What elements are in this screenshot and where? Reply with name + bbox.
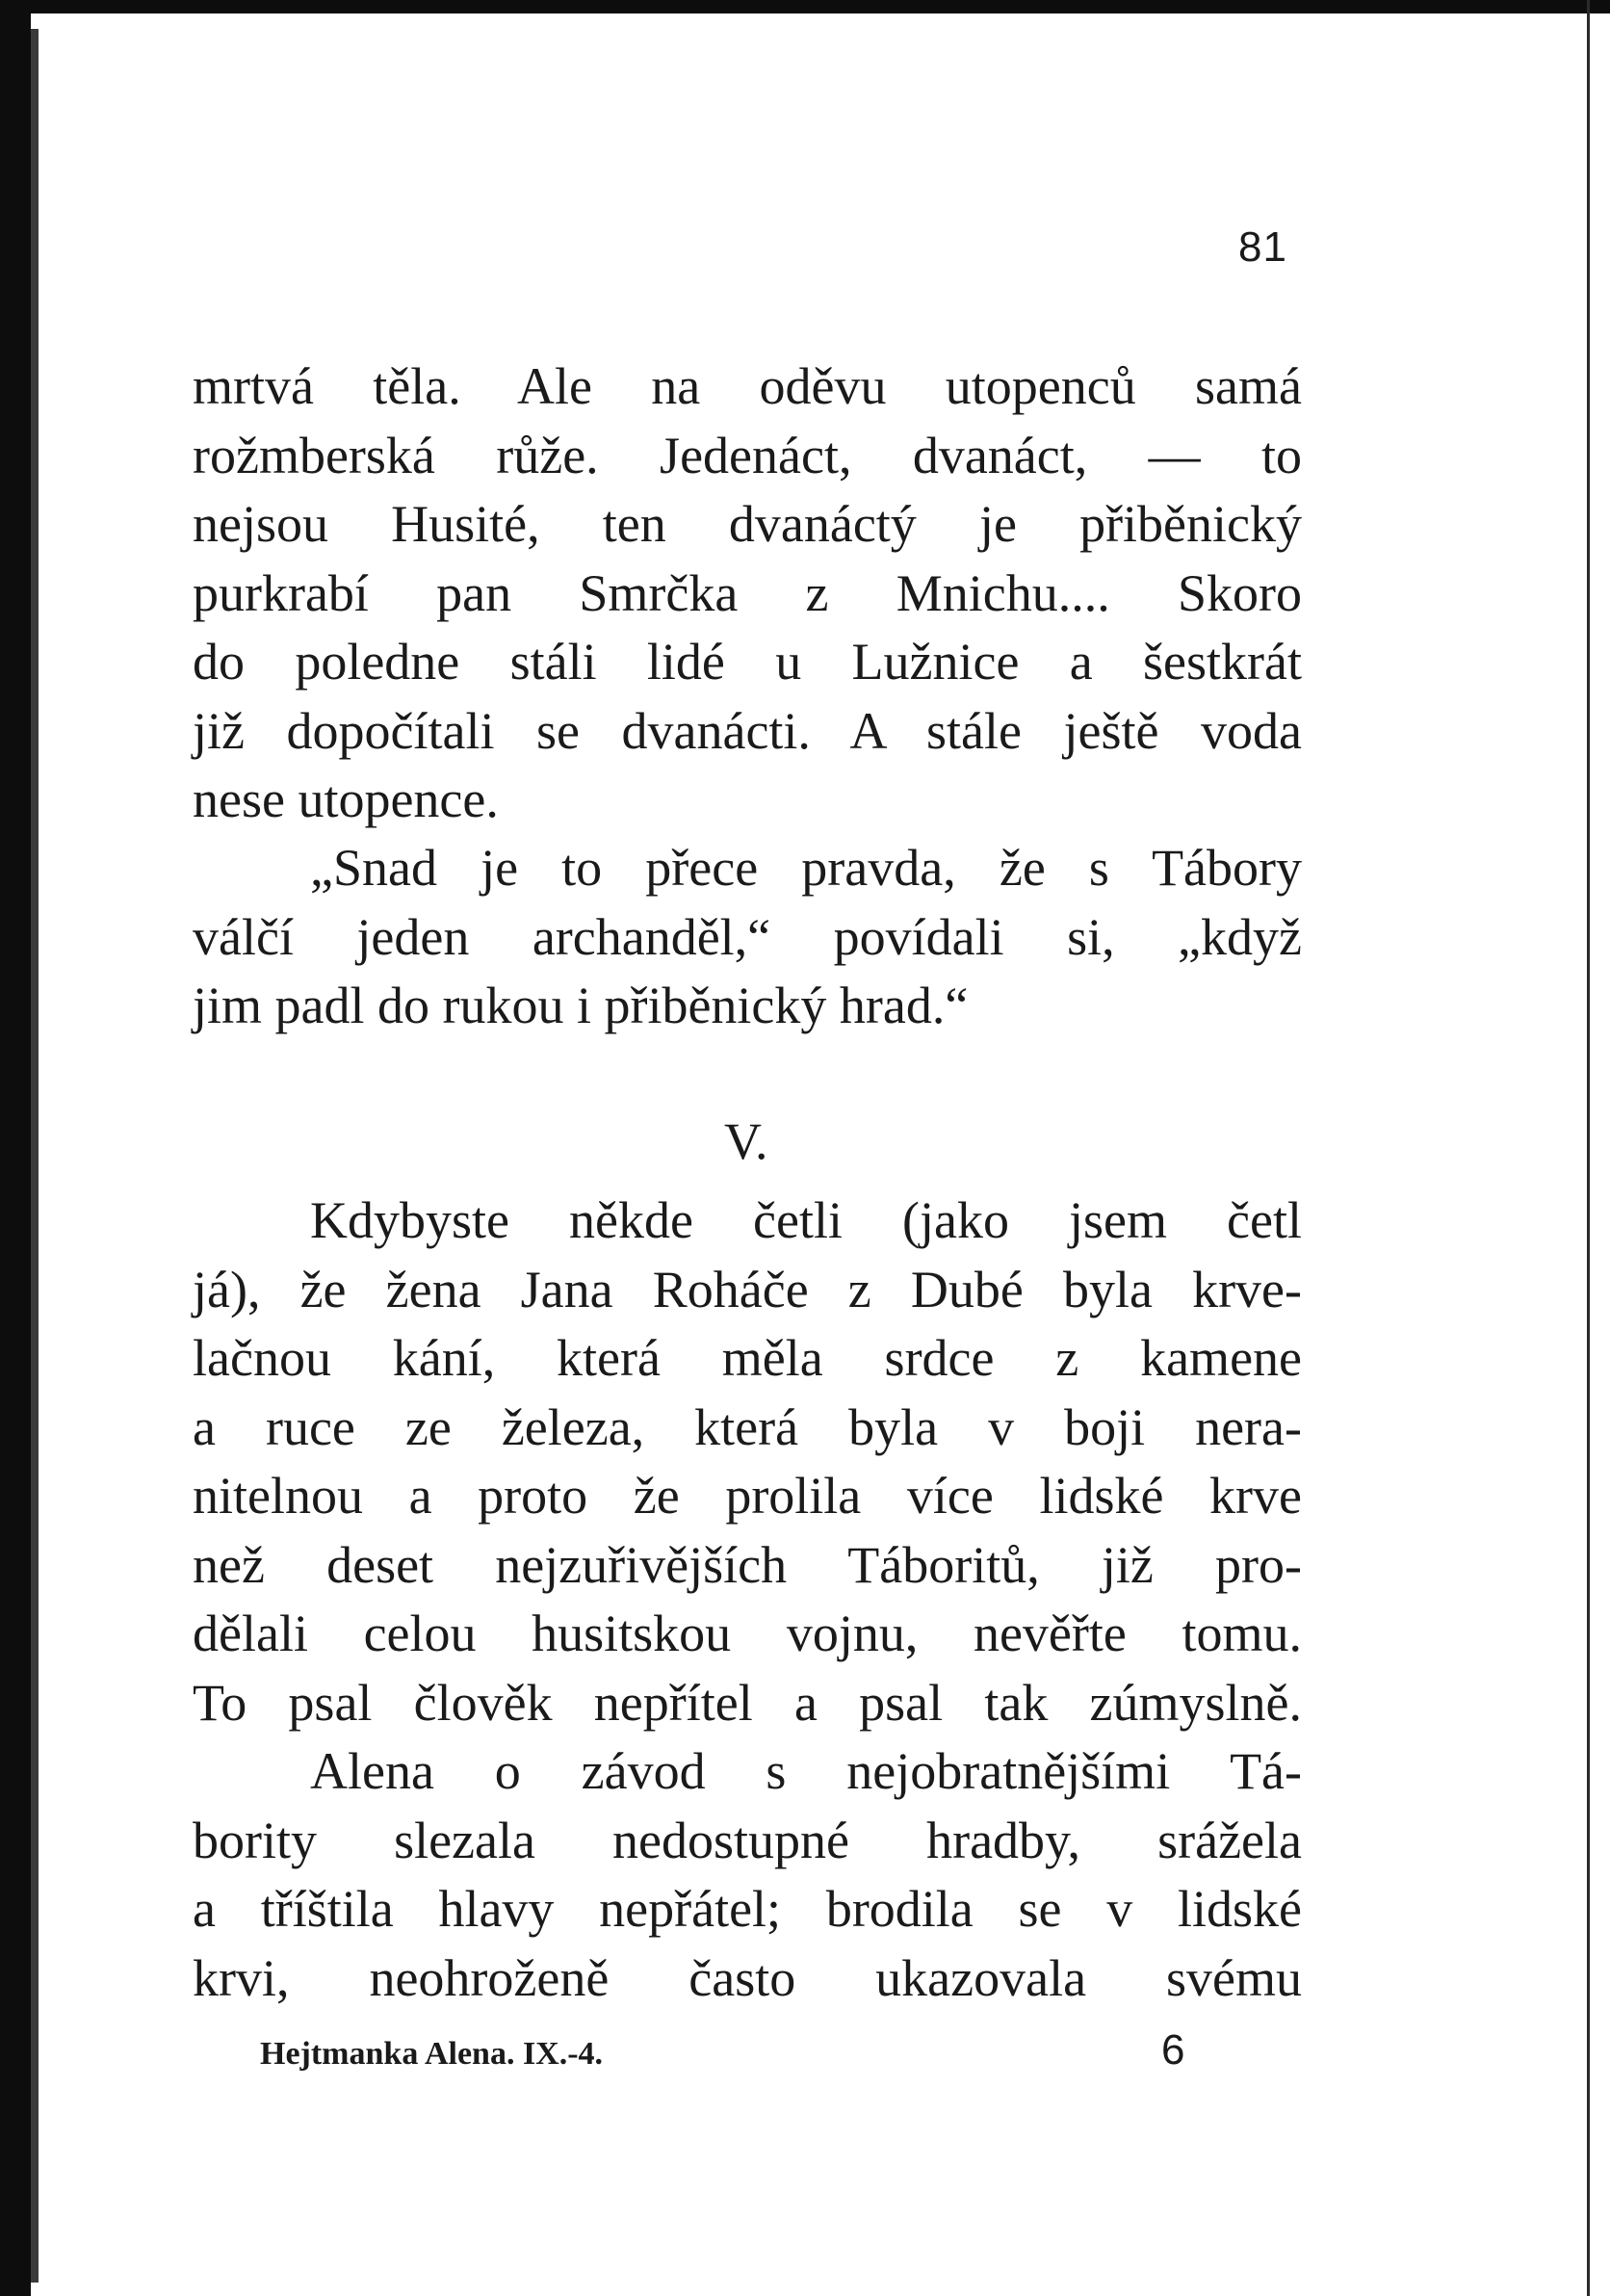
scan-border-left <box>0 0 31 2296</box>
paragraph-1 <box>193 352 1302 835</box>
text-line: já), že žena Jana Roháče z Dubé byla krve- <box>193 1260 1302 1318</box>
text-line: do poledne stáli lidé u Lužnice a šestkrát <box>193 633 1302 691</box>
scan-border-right <box>1587 0 1590 2296</box>
scan-border-left-shadow <box>31 29 39 2283</box>
text-line: dělali celou husitskou vojnu, nevěřte tomu. <box>193 1605 1302 1662</box>
text-line: než deset nejzuřivějších Táboritů, již pro- <box>193 1535 1302 1594</box>
text-line: již dopočítali se dvanácti. A stále ještě voda <box>193 701 1302 760</box>
text-line: mrtvá těla. Ale na oděvu utopenců samá <box>193 357 1302 415</box>
text-line: jim padl do rukou i přiběnický hrad.“ <box>193 977 969 1034</box>
text-line: nitelnou a proto že prolila více lidské krve <box>193 1467 1302 1525</box>
text-line: Alena o závod s nejobratnějšími Tá- <box>310 1742 1302 1800</box>
text-line: bority slezala nedostupné hradby, srážela <box>193 1811 1302 1869</box>
paragraph-2 <box>193 834 1302 1041</box>
text-line: a ruce ze železa, která byla v boji nera- <box>193 1397 1302 1456</box>
scan-border-top <box>0 0 1610 13</box>
text-line: válčí jeden archanděl,“ povídali si, „když <box>193 907 1302 966</box>
text-line: a tříštila hlavy nepřátel; brodila se v lidské <box>193 1880 1302 1938</box>
text-line: purkrabí pan Smrčka z Mnichu.... Skoro <box>193 563 1302 622</box>
text-line: krvi, neohroženě často ukazovala svému <box>193 1948 1302 2007</box>
text-line: rožmberská růže. Jedenáct, dvanáct, — to <box>193 426 1302 484</box>
text-line: lačnou kání, která měla srdce z kamene <box>193 1329 1302 1387</box>
text-line: „Snad je to přece pravda, že s Tábory <box>310 839 1302 897</box>
text-line: nejsou Husité, ten dvanáctý je přiběnický <box>193 495 1302 553</box>
page-number: 81 <box>1238 223 1287 271</box>
text-line: To psal člověk nepřítel a psal tak zúmyslně. <box>193 1673 1302 1732</box>
text-line: Kdybyste někde četli (jako jsem četl <box>310 1191 1302 1249</box>
footer-sheet-number: 6 <box>1161 2026 1185 2074</box>
paragraph-3-4 <box>193 1187 1302 2013</box>
footer-signature: Hejtmanka Alena. IX.-4. <box>260 2036 604 2072</box>
chapter-heading: V. <box>724 1112 768 1170</box>
text-line: nese utopence. <box>193 770 499 828</box>
